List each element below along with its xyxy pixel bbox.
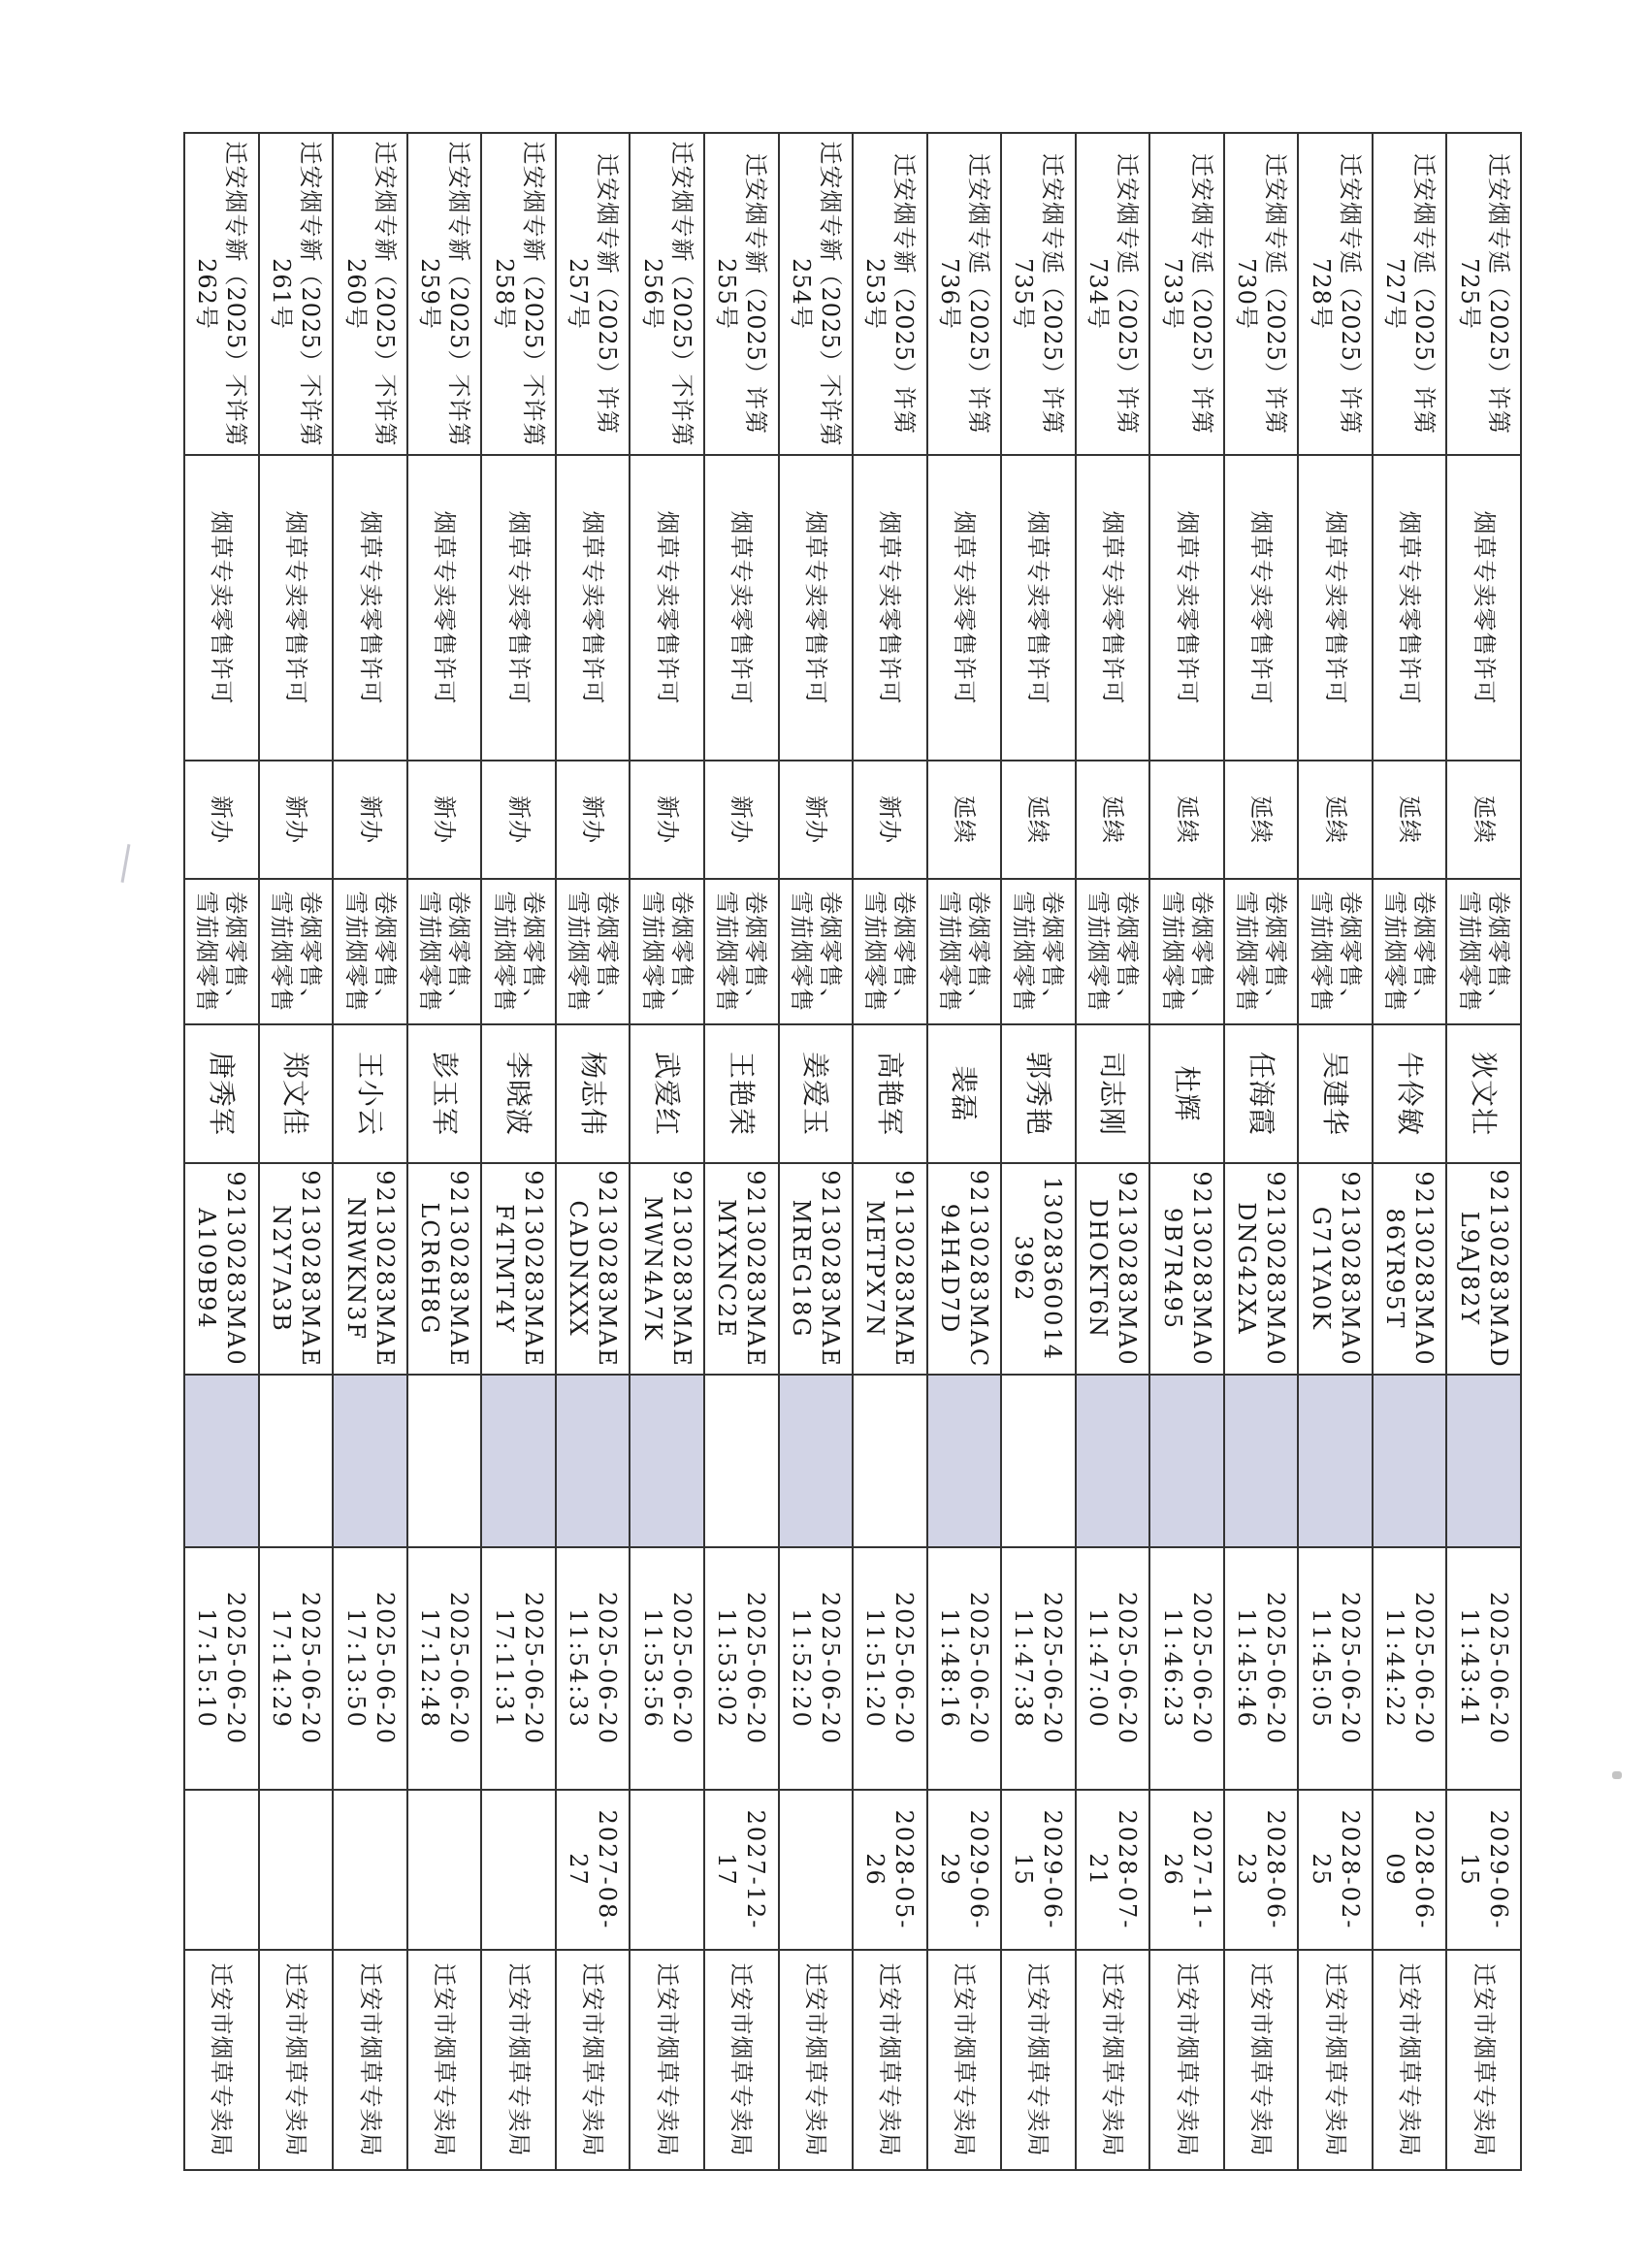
business-scope-cell: 卷烟零售、雪茄烟零售: [927, 879, 1002, 1024]
authority-cell: 迁安市烟草专卖局: [556, 1950, 630, 2170]
permit-type-cell: 烟草专卖零售许可: [704, 455, 779, 761]
decision-time-cell: 2025-06-20 11:45:46: [1224, 1547, 1299, 1790]
table-row: [481, 133, 556, 2170]
license-number-cell: 迁安烟专延（2025）许第727号: [1373, 133, 1447, 455]
permit-type-cell: 烟草专卖零售许可: [1446, 455, 1521, 761]
business-scope-cell: 卷烟零售、雪茄烟零售: [630, 879, 704, 1024]
table-row: [927, 133, 1002, 2170]
license-number-cell: 迁安烟专延（2025）许第734号: [1076, 133, 1150, 455]
shaded-cell: [927, 1375, 1002, 1547]
valid-until-cell: 2027-11-26: [1149, 1790, 1224, 1950]
shaded-cell: [704, 1375, 779, 1547]
holder-name-cell: 杜辉: [1149, 1024, 1224, 1163]
credit-code-cell: 92130283MA0 G71YA0K: [1298, 1163, 1373, 1375]
holder-name-cell: 武爱红: [630, 1024, 704, 1163]
table-row: [556, 133, 630, 2170]
authority-cell: 迁安市烟草专卖局: [704, 1950, 779, 2170]
business-scope-cell: 卷烟零售、雪茄烟零售: [1224, 879, 1299, 1024]
business-scope-cell: 卷烟零售、雪茄烟零售: [184, 879, 259, 1024]
action-cell: 新办: [333, 761, 407, 879]
table-row: [1149, 133, 1224, 2170]
action-cell: 新办: [704, 761, 779, 879]
action-cell: 新办: [779, 761, 854, 879]
credit-code-cell: 92130283MA0 DNG42XA: [1224, 1163, 1299, 1375]
valid-until-cell: [779, 1790, 854, 1950]
permit-type-cell: 烟草专卖零售许可: [779, 455, 854, 761]
decision-time-cell: 2025-06-20 11:45:05: [1298, 1547, 1373, 1790]
valid-until-cell: 2027-12-17: [704, 1790, 779, 1950]
action-cell: 新办: [407, 761, 482, 879]
valid-until-cell: 2028-06-23: [1224, 1790, 1299, 1950]
license-number-cell: 迁安烟专新（2025）不许第259号: [407, 133, 482, 455]
table-row: [1076, 133, 1150, 2170]
table-row: [1446, 133, 1521, 2170]
license-number-cell: 迁安烟专新（2025）不许第256号: [630, 133, 704, 455]
shaded-cell: [1224, 1375, 1299, 1547]
permit-type-cell: 烟草专卖零售许可: [853, 455, 927, 761]
permit-type-cell: 烟草专卖零售许可: [1373, 455, 1447, 761]
holder-name-cell: 牛伶敏: [1373, 1024, 1447, 1163]
business-scope-cell: 卷烟零售、雪茄烟零售: [1298, 879, 1373, 1024]
holder-name-cell: 郭秀艳: [1001, 1024, 1076, 1163]
credit-code-cell: 92130283MA0 86YR95T: [1373, 1163, 1447, 1375]
credit-code-cell: 92130283MA0 9B7R495: [1149, 1163, 1224, 1375]
business-scope-cell: 卷烟零售、雪茄烟零售: [1076, 879, 1150, 1024]
valid-until-cell: 2028-02-25: [1298, 1790, 1373, 1950]
authority-cell: 迁安市烟草专卖局: [259, 1950, 334, 2170]
business-scope-cell: 卷烟零售、雪茄烟零售: [1001, 879, 1076, 1024]
authority-cell: 迁安市烟草专卖局: [1001, 1950, 1076, 2170]
decision-time-cell: 2025-06-20 11:44:22: [1373, 1547, 1447, 1790]
credit-code-cell: 13028360014 3962: [1001, 1163, 1076, 1375]
holder-name-cell: 狄文壮: [1446, 1024, 1521, 1163]
authority-cell: 迁安市烟草专卖局: [1373, 1950, 1447, 2170]
decision-time-cell: 2025-06-20 11:48:16: [927, 1547, 1002, 1790]
authority-cell: 迁安市烟草专卖局: [407, 1950, 482, 2170]
business-scope-cell: 卷烟零售、雪茄烟零售: [1373, 879, 1447, 1024]
holder-name-cell: 姜爱玉: [779, 1024, 854, 1163]
permit-type-cell: 烟草专卖零售许可: [556, 455, 630, 761]
decision-time-cell: 2025-06-20 11:46:23: [1149, 1547, 1224, 1790]
holder-name-cell: 任海霞: [1224, 1024, 1299, 1163]
business-scope-cell: 卷烟零售、雪茄烟零售: [1149, 879, 1224, 1024]
shaded-cell: [407, 1375, 482, 1547]
table-body: [184, 133, 1521, 2170]
rotated-table-wrapper: [183, 132, 1522, 2169]
license-number-cell: 迁安烟专新（2025）许第257号: [556, 133, 630, 455]
authority-cell: 迁安市烟草专卖局: [1076, 1950, 1150, 2170]
business-scope-cell: 卷烟零售、雪茄烟零售: [779, 879, 854, 1024]
permit-type-cell: 烟草专卖零售许可: [333, 455, 407, 761]
decision-time-cell: 2025-06-20 11:53:02: [704, 1547, 779, 1790]
permit-type-cell: 烟草专卖零售许可: [1076, 455, 1150, 761]
authority-cell: 迁安市烟草专卖局: [853, 1950, 927, 2170]
credit-code-cell: 92130283MA0 DHOKT6N: [1076, 1163, 1150, 1375]
credit-code-cell: 92130283MAE N2Y7A3B: [259, 1163, 334, 1375]
authority-cell: 迁安市烟草专卖局: [481, 1950, 556, 2170]
shaded-cell: [1298, 1375, 1373, 1547]
action-cell: 延续: [1373, 761, 1447, 879]
permit-type-cell: 烟草专卖零售许可: [407, 455, 482, 761]
action-cell: 延续: [1149, 761, 1224, 879]
table-row: [704, 133, 779, 2170]
permit-type-cell: 烟草专卖零售许可: [630, 455, 704, 761]
business-scope-cell: 卷烟零售、雪茄烟零售: [259, 879, 334, 1024]
business-scope-cell: 卷烟零售、雪茄烟零售: [556, 879, 630, 1024]
credit-code-cell: 92130283MAE NRWKN3F: [333, 1163, 407, 1375]
shaded-cell: [333, 1375, 407, 1547]
permit-type-cell: 烟草专卖零售许可: [184, 455, 259, 761]
shaded-cell: [481, 1375, 556, 1547]
permit-type-cell: 烟草专卖零售许可: [1149, 455, 1224, 761]
action-cell: 延续: [1446, 761, 1521, 879]
shaded-cell: [556, 1375, 630, 1547]
holder-name-cell: 吴建华: [1298, 1024, 1373, 1163]
permit-type-cell: 烟草专卖零售许可: [1224, 455, 1299, 761]
shaded-cell: [1149, 1375, 1224, 1547]
table-row: [1224, 133, 1299, 2170]
license-number-cell: 迁安烟专延（2025）许第735号: [1001, 133, 1076, 455]
license-number-cell: 迁安烟专延（2025）许第736号: [927, 133, 1002, 455]
holder-name-cell: 王小云: [333, 1024, 407, 1163]
decision-time-cell: 2025-06-20 17:14:29: [259, 1547, 334, 1790]
decision-time-cell: 2025-06-20 11:54:33: [556, 1547, 630, 1790]
license-number-cell: 迁安烟专新（2025）不许第262号: [184, 133, 259, 455]
table-row: [779, 133, 854, 2170]
holder-name-cell: 司志刚: [1076, 1024, 1150, 1163]
credit-code-cell: 92130283MAE LCR6H8G: [407, 1163, 482, 1375]
table-row: [1001, 133, 1076, 2170]
valid-until-cell: 2029-06-15: [1001, 1790, 1076, 1950]
decision-time-cell: 2025-06-20 17:15:10: [184, 1547, 259, 1790]
license-number-cell: 迁安烟专延（2025）许第725号: [1446, 133, 1521, 455]
table-row: [1373, 133, 1447, 2170]
action-cell: 新办: [630, 761, 704, 879]
decision-time-cell: 2025-06-20 11:43:41: [1446, 1547, 1521, 1790]
business-scope-cell: 卷烟零售、雪茄烟零售: [481, 879, 556, 1024]
table-row: [333, 133, 407, 2170]
business-scope-cell: 卷烟零售、雪茄烟零售: [407, 879, 482, 1024]
shaded-cell: [1001, 1375, 1076, 1547]
valid-until-cell: 2028-06-09: [1373, 1790, 1447, 1950]
holder-name-cell: 郑文佳: [259, 1024, 334, 1163]
decision-time-cell: 2025-06-20 17:13:50: [333, 1547, 407, 1790]
license-table: [183, 132, 1522, 2171]
license-number-cell: 迁安烟专新（2025）不许第261号: [259, 133, 334, 455]
license-number-cell: 迁安烟专新（2025）不许第258号: [481, 133, 556, 455]
shaded-cell: [184, 1375, 259, 1547]
valid-until-cell: [407, 1790, 482, 1950]
table-row: [853, 133, 927, 2170]
action-cell: 延续: [1224, 761, 1299, 879]
valid-until-cell: [333, 1790, 407, 1950]
action-cell: 新办: [184, 761, 259, 879]
table-row: [259, 133, 334, 2170]
decision-time-cell: 2025-06-20 11:53:56: [630, 1547, 704, 1790]
credit-code-cell: 92130283MAE MYXNC2E: [704, 1163, 779, 1375]
license-number-cell: 迁安烟专延（2025）许第733号: [1149, 133, 1224, 455]
decision-time-cell: 2025-06-20 17:11:31: [481, 1547, 556, 1790]
permit-type-cell: 烟草专卖零售许可: [927, 455, 1002, 761]
license-number-cell: 迁安烟专延（2025）许第728号: [1298, 133, 1373, 455]
holder-name-cell: 李晓波: [481, 1024, 556, 1163]
credit-code-cell: 91130283MAE METPX7N: [853, 1163, 927, 1375]
authority-cell: 迁安市烟草专卖局: [1446, 1950, 1521, 2170]
credit-code-cell: 92130283MAD L9AJ82Y: [1446, 1163, 1521, 1375]
table-row: [1298, 133, 1373, 2170]
business-scope-cell: 卷烟零售、雪茄烟零售: [1446, 879, 1521, 1024]
action-cell: 新办: [259, 761, 334, 879]
action-cell: 新办: [853, 761, 927, 879]
valid-until-cell: [630, 1790, 704, 1950]
decision-time-cell: 2025-06-20 11:47:38: [1001, 1547, 1076, 1790]
holder-name-cell: 裴磊: [927, 1024, 1002, 1163]
license-number-cell: 迁安烟专延（2025）许第730号: [1224, 133, 1299, 455]
business-scope-cell: 卷烟零售、雪茄烟零售: [333, 879, 407, 1024]
license-number-cell: 迁安烟专新（2025）不许第254号: [779, 133, 854, 455]
valid-until-cell: [481, 1790, 556, 1950]
holder-name-cell: 王艳荣: [704, 1024, 779, 1163]
shaded-cell: [259, 1375, 334, 1547]
authority-cell: 迁安市烟草专卖局: [927, 1950, 1002, 2170]
authority-cell: 迁安市烟草专卖局: [630, 1950, 704, 2170]
action-cell: 新办: [556, 761, 630, 879]
credit-code-cell: 92130283MAE MWN4A7K: [630, 1163, 704, 1375]
action-cell: 延续: [927, 761, 1002, 879]
credit-code-cell: 92130283MA0 A109B94: [184, 1163, 259, 1375]
authority-cell: 迁安市烟草专卖局: [779, 1950, 854, 2170]
permit-type-cell: 烟草专卖零售许可: [259, 455, 334, 761]
valid-until-cell: [259, 1790, 334, 1950]
authority-cell: 迁安市烟草专卖局: [1224, 1950, 1299, 2170]
valid-until-cell: 2029-06-29: [927, 1790, 1002, 1950]
authority-cell: 迁安市烟草专卖局: [1298, 1950, 1373, 2170]
scan-mark: [1612, 1771, 1622, 1779]
shaded-cell: [853, 1375, 927, 1547]
valid-until-cell: 2029-06-15: [1446, 1790, 1521, 1950]
valid-until-cell: 2028-07-21: [1076, 1790, 1150, 1950]
authority-cell: 迁安市烟草专卖局: [1149, 1950, 1224, 2170]
shaded-cell: [1076, 1375, 1150, 1547]
valid-until-cell: [184, 1790, 259, 1950]
holder-name-cell: 彭玉军: [407, 1024, 482, 1163]
business-scope-cell: 卷烟零售、雪茄烟零售: [853, 879, 927, 1024]
shaded-cell: [1446, 1375, 1521, 1547]
decision-time-cell: 2025-06-20 11:51:20: [853, 1547, 927, 1790]
authority-cell: 迁安市烟草专卖局: [333, 1950, 407, 2170]
permit-type-cell: 烟草专卖零售许可: [481, 455, 556, 761]
license-number-cell: 迁安烟专新（2025）许第253号: [853, 133, 927, 455]
scan-mark: [121, 844, 131, 883]
action-cell: 延续: [1298, 761, 1373, 879]
table-row: [630, 133, 704, 2170]
permit-type-cell: 烟草专卖零售许可: [1001, 455, 1076, 761]
license-number-cell: 迁安烟专新（2025）许第255号: [704, 133, 779, 455]
shaded-cell: [1373, 1375, 1447, 1547]
license-number-cell: 迁安烟专新（2025）不许第260号: [333, 133, 407, 455]
holder-name-cell: 唐秀军: [184, 1024, 259, 1163]
credit-code-cell: 92130283MAE MREG18G: [779, 1163, 854, 1375]
decision-time-cell: 2025-06-20 11:52:20: [779, 1547, 854, 1790]
table-row: [407, 133, 482, 2170]
valid-until-cell: 2028-05-26: [853, 1790, 927, 1950]
action-cell: 新办: [481, 761, 556, 879]
decision-time-cell: 2025-06-20 11:47:00: [1076, 1547, 1150, 1790]
valid-until-cell: 2027-08-27: [556, 1790, 630, 1950]
shaded-cell: [779, 1375, 854, 1547]
decision-time-cell: 2025-06-20 17:12:48: [407, 1547, 482, 1790]
holder-name-cell: 高艳军: [853, 1024, 927, 1163]
action-cell: 延续: [1001, 761, 1076, 879]
shaded-cell: [630, 1375, 704, 1547]
authority-cell: 迁安市烟草专卖局: [184, 1950, 259, 2170]
action-cell: 延续: [1076, 761, 1150, 879]
credit-code-cell: 92130283MAE CADNXXX: [556, 1163, 630, 1375]
credit-code-cell: 92130283MAE F4TMT4Y: [481, 1163, 556, 1375]
business-scope-cell: 卷烟零售、雪茄烟零售: [704, 879, 779, 1024]
holder-name-cell: 杨志伟: [556, 1024, 630, 1163]
table-row: [184, 133, 259, 2170]
credit-code-cell: 92130283MAC 94H4D7D: [927, 1163, 1002, 1375]
permit-type-cell: 烟草专卖零售许可: [1298, 455, 1373, 761]
